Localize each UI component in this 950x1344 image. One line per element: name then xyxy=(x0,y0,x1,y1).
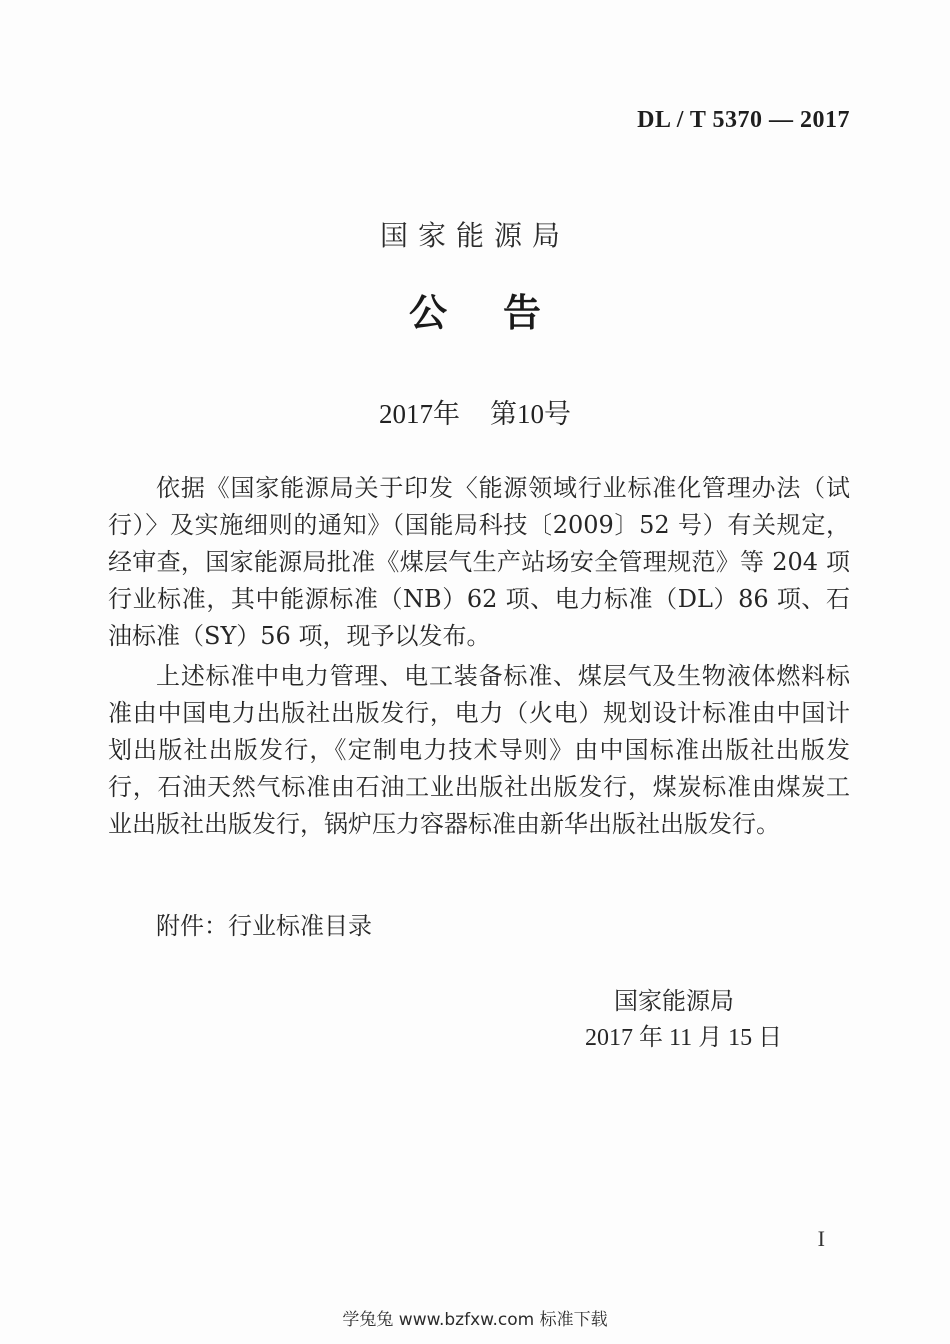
issue-line xyxy=(0,392,950,431)
footer-watermark: 学兔兔 www.bzfxw.com 标准下载 xyxy=(342,1310,608,1330)
agency-name: 国家能源局 xyxy=(379,219,570,252)
issue-year: 2017年 xyxy=(379,399,460,429)
signature-date: 2017 年 11 月 15 日 xyxy=(585,1025,783,1051)
issue-number: 第10号 xyxy=(490,399,571,429)
signature-organization: 国家能源局 xyxy=(614,987,734,1015)
body-paragraph-2: 上述标准中电力管理、电工装备标准、煤层气及生物液体燃料标准由中国电力出版社出版发行，电力（火电）规划设计标准由中国计划出版社出版发行，《定制电力技术导则》由中国标准出版社出版发行，石油天然气标准由石油工业出版社出版发行，煤炭标准由煤炭工业出版社出版发行，锅炉压力容器标准由新华出版社出版发行。 xyxy=(108,662,850,838)
attachment-line: 附件：行业标准目录 xyxy=(156,912,372,940)
standard-number: DL / T 5370 — 2017 xyxy=(637,107,850,133)
page-number: I xyxy=(817,1226,825,1251)
body-paragraph-1: 依据《国家能源局关于印发〈能源领域行业标准化管理办法（试行）〉及实施细则的通知》（国能局科技〔2009〕52 号）有关规定，经审查，国家能源局批准《煤层气生产站场安全管理规范》等 204 项行业标准，其中能源标准（NB）62 项、电力标准（DL）86 项、石油标准（SY）56 项，现予以发布。 xyxy=(108,474,850,650)
notice-title: 公告 xyxy=(408,291,597,335)
